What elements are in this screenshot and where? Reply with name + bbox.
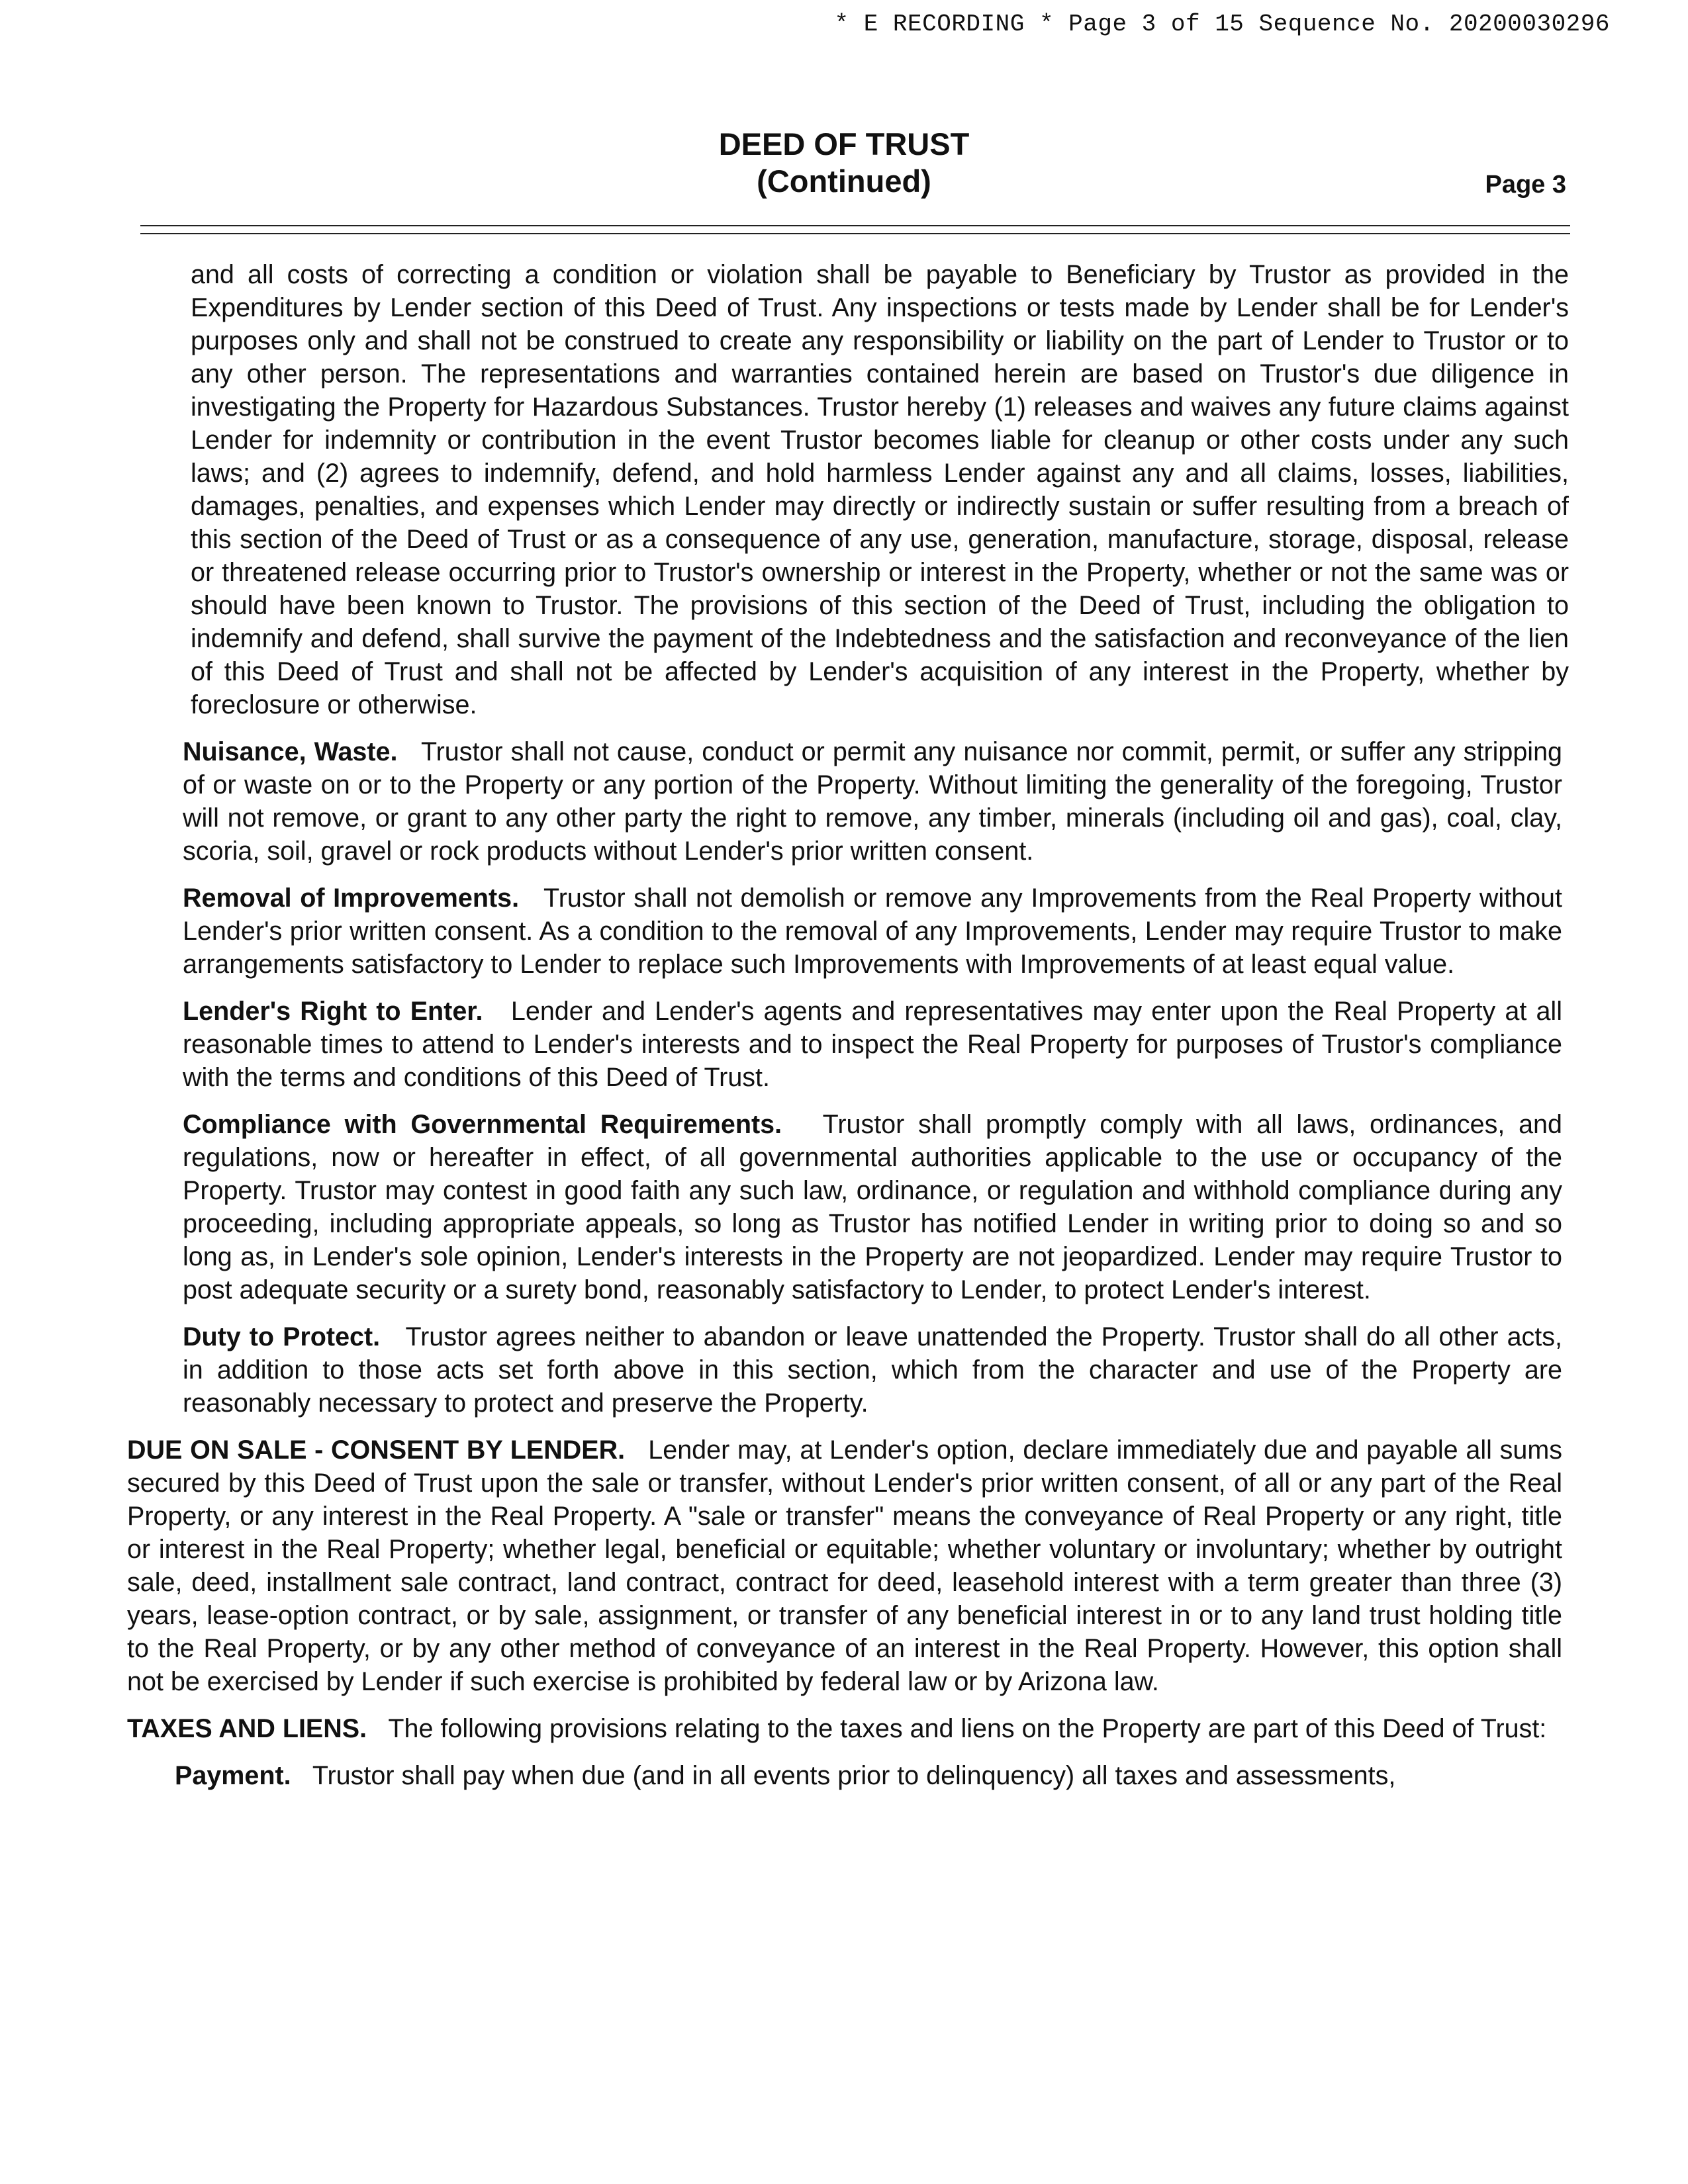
header-rule-bottom <box>140 233 1570 234</box>
removal-of-improvements-paragraph <box>183 882 1562 981</box>
compliance-heading: Compliance with Governmental Requirements. <box>183 1110 810 1139</box>
right-to-enter-paragraph <box>183 995 1562 1094</box>
recording-stamp: * E RECORDING * Page 3 of 15 Sequence No. 20200030296 <box>834 11 1610 38</box>
taxes-and-liens-paragraph <box>127 1712 1562 1745</box>
taxes-and-liens-text: The following provisions relating to the taxes and liens on the Property are part of this Deed of Trust: <box>388 1714 1547 1743</box>
removal-of-improvements-heading: Removal of Improvements. <box>183 884 536 913</box>
payment-heading: Payment. <box>175 1761 306 1790</box>
due-on-sale-text: Lender may, at Lender's option, declare immediately due and payable all sums secured by this Deed of Trust upon the sale or transfer, without Lender's prior written consent, of all or any part of the Real Property, or any interest in the Real Property. A "sale or transfer" means the conveyance of Real Property or any right, title or interest in the Real Property; whether legal, beneficial or equitable; whether voluntary or involuntary; whether by outright sale, deed, installment sale contract, land contract, contract for deed, leasehold interest with a term greater than three (3) years, lease-option contract, or by sale, assignment, or transfer of any beneficial interest in or to any land trust holding title to the Real Property, or by any other method of conveyance of an interest in the Real Property. However, this option shall not be exercised by Lender if such exercise is prohibited by federal law or by Arizona law. <box>127 1435 1562 1696</box>
payment-text: Trustor shall pay when due (and in all events prior to delinquency) all taxes and assessments, <box>312 1761 1396 1790</box>
compliance-paragraph <box>183 1108 1562 1306</box>
intro-paragraph <box>191 258 1569 721</box>
duty-to-protect-text: Trustor agrees neither to abandon or leave unattended the Property. Trustor shall do all other acts, in addition to those acts set forth above in this section, which from the character and use of the Property are reasonably necessary to protect and preserve the Property. <box>183 1322 1562 1418</box>
document-title-block <box>0 126 1688 200</box>
document-subtitle: (Continued) <box>757 163 931 199</box>
document-body <box>0 258 1688 1806</box>
right-to-enter-heading: Lender's Right to Enter. <box>183 997 502 1026</box>
right-to-enter-text: Lender and Lender's agents and representatives may enter upon the Real Property at all reasonable times to attend to Lender's interests and to inspect the Real Property for purposes of Trustor's compliance with the terms and conditions of this Deed of Trust. <box>183 997 1562 1092</box>
nuisance-waste-paragraph <box>183 735 1562 868</box>
header-rule-top <box>140 225 1570 226</box>
nuisance-waste-heading: Nuisance, Waste. <box>183 737 414 766</box>
nuisance-waste-text: Trustor shall not cause, conduct or permit any nuisance nor commit, permit, or suffer any stripping of or waste on or to the Property or any portion of the Property. Without limiting the generality of the foregoing, Trustor will not remove, or grant to any other party the right to remove, any timber, minerals (including oil and gas), coal, clay, scoria, soil, gravel or rock products without Lender's prior written consent. <box>183 737 1563 866</box>
due-on-sale-heading: DUE ON SALE - CONSENT BY LENDER. <box>127 1435 641 1465</box>
due-on-sale-paragraph <box>127 1433 1562 1698</box>
payment-paragraph <box>175 1759 1564 1792</box>
page-number: Page 3 <box>1485 171 1566 199</box>
duty-to-protect-paragraph <box>183 1320 1562 1420</box>
duty-to-protect-heading: Duty to Protect. <box>183 1322 398 1351</box>
taxes-and-liens-heading: TAXES AND LIENS. <box>127 1714 382 1743</box>
compliance-text: Trustor shall promptly comply with all laws, ordinances, and regulations, now or hereafter in effect, of all governmental authorities applicable to the use or occupancy of the Property. Trustor may contest in good faith any such law, ordinance, or regulation and withhold compliance during any proceeding, including appropriate appeals, so long as Trustor has notified Lender in writing prior to doing so and so long as, in Lender's sole opinion, Lender's interests in the Property are not jeopardized. Lender may require Trustor to post adequate security or a surety bond, reasonably satisfactory to Lender, to protect Lender's interest. <box>183 1110 1562 1304</box>
removal-of-improvements-text: Trustor shall not demolish or remove any Improvements from the Real Property without Lender's prior written consent. As a condition to the removal of any Improvements, Lender may require Trustor to make arrangements satisfactory to Lender to replace such Improvements with Improvements of at least equal value. <box>183 884 1563 979</box>
intro-text: and all costs of correcting a condition or violation shall be payable to Beneficiary by Trustor as provided in the Expenditures by Lender section of this Deed of Trust. Any inspections or tests made by Lender shall be for Lender's purposes only and shall not be construed to create any responsibility or liability on the part of Lender to Trustor or to any other person. The representations and warranties contained herein are based on Trustor's due diligence in investigating the Property for Hazardous Substances. Trustor hereby (1) releases and waives any future claims against Lender for indemnity or contribution in the event Trustor becomes liable for cleanup or other costs under any such laws; and (2) agrees to indemnify, defend, and hold harmless Lender against any and all claims, losses, liabilities, damages, penalties, and expenses which Lender may directly or indirectly sustain or suffer resulting from a breach of this section of the Deed of Trust or as a consequence of any use, generation, manufacture, storage, disposal, release or threatened release occurring prior to Trustor's ownership or interest in the Property, whether or not the same was or should have been known to Trustor. The provisions of this section of the Deed of Trust, including the obligation to indemnify and defend, shall survive the payment of the Indebtedness and the satisfaction and reconveyance of the lien of this Deed of Trust and shall not be affected by Lender's acquisition of any interest in the Property, whether by foreclosure or otherwise. <box>191 260 1569 719</box>
document-title: DEED OF TRUST <box>718 126 970 161</box>
